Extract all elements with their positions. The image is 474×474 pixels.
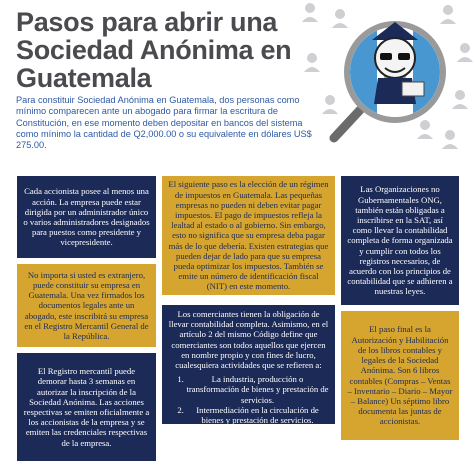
page-title: Pasos para abrir una Sociedad Anónima en Guatemala [16,7,292,93]
list-item: 4. Las auxiliares de las anteriores [186,435,329,445]
card-ngo-text: Las Organizaciones no Gubernamentales ONG, también están obligadas a inscribirse en la SAT, así como llevar la contabilidad completa de forma organizada y cumplir con todos los registros necesarios, de acuerdo con los principios de contabilidad que se adhieren a nuestras leyes. [347,184,453,297]
card-mercantile-registry [17,353,156,461]
card-shareholders-text: Cada accionista posee al menos una acción. La empresa puede estar dirigida por un administrador único o varios administradores designados para puestos como presidente y vicepresidente. [23,186,150,248]
card-foreigners-text: No importa si usted es extranjero, puede constituir su empresa en Guatemala. Una vez firmados los documentos legales ante un abogado, este inscribirá su empresa en el Registro Mercantil General de la República. [24,269,149,341]
card-accounting-books-text: El paso final es la Autorización y Habilitación de los libros contables y legales de la Sociedad Anónima. Son 6 libros contables (Compras – Ventas – Inventario – Diario – Mayor – Balance) Un séptimo libro documenta las juntas de accionistas. [347,324,453,427]
magnifying-glass-illustration [300,0,474,150]
intro-paragraph: Para constituir Sociedad Anónima en Guatemala, dos personas como mínimo comparecen ante un abogado para firmar la escritura de Constitución, en ese momento deben depositar en bancos del sistema como mínimo la cantidad de Q2,000.00 o su equivalente en dólares US$ 275.00. [16,95,312,151]
card-foreigners [17,264,156,347]
card-merchants-text: Los comerciantes tienen la obligación de llevar contabilidad completa. Asimismo, en el artículo 2 del mismo Código define que comerciantes son todos aquellos que ejercen en nombre propio y con fines de lucro, cualesquiera actividades que se refieren a: [168,309,329,371]
card-shareholders [17,176,156,258]
card-mercantile-registry-text: El Registro mercantil puede demorar hasta 3 semanas en autorizar la inscripción de la Sociedad Anónima. Las acciones respectivas se emiten oficialmente a los accionistas de la empresa y se emiten las credenciales respectivas de la empresa. [23,366,150,448]
card-tax-regime [162,176,335,295]
list-item: 2. Intermediación en la circulación de bienes y prestación de servicios. [186,405,329,425]
card-accounting-books [341,311,459,440]
card-ngo [341,176,459,305]
card-merchants [162,305,335,446]
card-tax-regime-text: El siguiente paso es la elección de un régimen de impuestos en Guatemala. Las pequeñas empresas no pueden ni deben evitar pagar impuestos. El pago de impuestos refleja la lealtad al estado o al gobierno. Sin embargo, esto no significa que su empresa deba pagar más de lo que debería. Existen estrategias que pueden dejar de lado para que su empresa pueda optimizar los impuestos. También se emite un número de identificación fiscal (NIT) en este momento. [168,179,329,292]
list-item: 3. La banca, seguros y fianzas [186,425,329,435]
merchant-activities-list [168,374,329,445]
list-item: 1. La industria, producción o transformación de bienes y prestación de servicios. [186,374,329,405]
